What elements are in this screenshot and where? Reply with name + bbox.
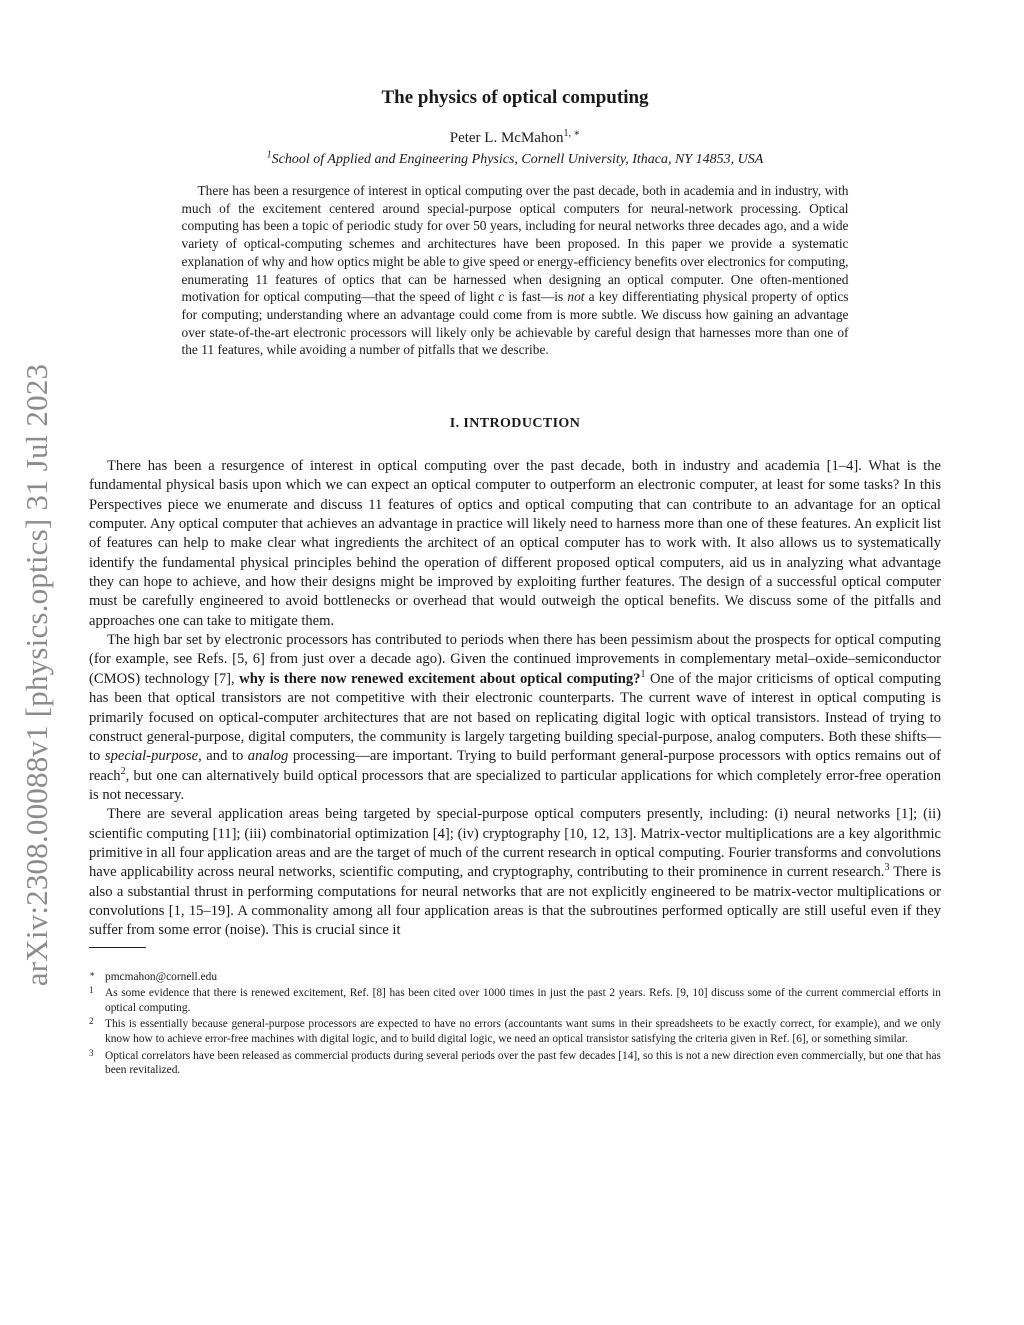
intro-paragraph-2-text-d: processing—are important. Trying to build performant general-purpose processors with optics remains out of reach (89, 748, 941, 784)
author-name: Peter L. McMahon (449, 130, 564, 146)
footnote-ref-3: 3 (884, 862, 890, 874)
intro-paragraph-2-text-e: , but one can alternatively build optical processors that are specialized to particular applications for which completely error-free operation is not necessary. (89, 767, 941, 803)
abstract-emphasis-not: not (567, 289, 585, 305)
intro-paragraph-2 (89, 631, 941, 805)
abstract-text-2: is fast—is (504, 289, 568, 305)
intro-paragraph-2-text-a: The high bar set by electronic processors has contributed to periods when there has been pessimism about the prospects for optical computing (for example, see Refs. [5, 6] from just over a decade ago). Given the continued improvements in complementary metal–oxide–semiconductor (CMOS) technology [7], (89, 632, 941, 687)
abstract-speed-of-light-symbol: c (498, 289, 505, 305)
abstract (182, 182, 849, 359)
author-line (89, 128, 941, 148)
author-affiliation (89, 150, 941, 170)
abstract-text-3: a key differentiating physical property of optics for computing; understanding where an advantage could come from is more subtle. We discuss how gaining an advantage over state-of-the-art electronic processors will likely only be achievable by careful design that harnesses more than one of the 11 features, while avoiding a number of pitfalls that we describe. (181, 289, 849, 358)
footnote-ref-1: 1 (640, 668, 646, 680)
footnote-divider (89, 947, 146, 948)
footnotes (89, 970, 941, 1078)
arxiv-identifier-text: arXiv:2308.00088v1 [physics.optics] 31 Jul 2023 (19, 363, 54, 987)
intro-paragraph-1: There has been a resurgence of interest in optical computing over the past decade, both in industry and academia [1–4]. What is the fundamental physical basis upon which we can expect an optical computer to outperform an electronic computer, at least for some tasks? In this Perspectives piece we enumerate and discuss 11 features of optics and optical computing that can contribute to an advantage for an optical computer. Any optical computer that achieves an advantage in practice will likely need to harness more than one of these features. An explicit list of features can help to make clear what ingredients the architect of an optical computer has to work with. It also allows us to systematically identify the fundamental physical principles behind the operation of different proposed optical computers, aid us in analyzing what advantage they can hope to achieve, and how their designs might be improved by exploiting further features. The design of a successful optical computer must be carefully engineered to avoid bottlenecks or overhead that would outweigh the optical benefits. We discuss some of the pitfalls and approaches one can take to mitigate them. (89, 458, 941, 629)
author-affiliation-marks: 1, ∗ (563, 128, 581, 139)
footnote-email-text: pmcmahon@cornell.edu (105, 970, 218, 983)
intro-paragraph-2-text-c: , and to (198, 748, 248, 765)
abstract-text-1: There has been a resurgence of interest in optical computing over the past decade, both in academia and in industry, with much of the excitement centered around special-purpose optical computers for neural-network processing. Optical computing has been a topic of periodic study for over 50 years, including for neural networks three decades ago, and a wide variety of optical-computing schemes and architectures have been proposed. In this paper we provide a systematic explanation of why and how optics might be able to give speed or energy-efficiency benefits over electronics for computing, enumerating 11 features of optics that can be harnessed when designing an optical computer. One often-mentioned motivation for optical computing—that the speed of light (181, 183, 849, 305)
footnote-ref-2: 2 (120, 765, 126, 777)
section-heading-introduction: I. INTRODUCTION (449, 416, 581, 432)
intro-paragraph-3 (89, 805, 941, 940)
introduction-body (89, 457, 941, 941)
arxiv-identifier-stamp (6, 330, 68, 1020)
paper-title: The physics of optical computing (381, 87, 649, 108)
paper-page (89, 86, 941, 1080)
footnote-2: 2 This is essentially because general-purpose processors are expected to have no errors (accountants want sums in their spreadsheets to be exactly correct, for example), and we only know how to achieve error-free machines with digital logic, and to build digital logic, we need an optical transistor satisfying the criteria given in Ref. [6], or something similar. (89, 1016, 941, 1045)
affiliation-text: School of Applied and Engineering Physics, Cornell University, Ithaca, NY 14853, USA (271, 152, 764, 167)
intro-paragraph-3-text-b: There is also a substantial thrust in performing computations for neural networks that are not explicitly engineered to be matrix-vector multiplications or convolutions [1, 15–19]. A commonality among all four application areas is that the subroutines performed optically are still useful even if they suffer from some error (noise). This is crucial since it (89, 864, 941, 939)
footnote-2-text: This is essentially because general-purpose processors are expected to have no errors (accountants want sums in their spreadsheets to be exactly correct, for example), and we only know how to achieve error-free machines with digital logic, and to build digital logic, we need an optical transistor satisfying the criteria given in Ref. [6], or something similar. (105, 1018, 941, 1045)
intro-paragraph-2-italic-analog: analog (247, 748, 289, 765)
intro-paragraph-2-italic-special-purpose: special-purpose (104, 748, 199, 765)
intro-paragraph-2-text-b: One of the major criticisms of optical computing has been that optical transistors are not competitive with their electronic counterparts. The current wave of interest in optical computing is primarily focused on optical-computer architectures that are not based on replicating digital logic with optical transistors. Instead of trying to construct general-purpose, digital computers, the community is largely targeting building special-purpose, analog computers. Both these shifts—to (89, 670, 942, 765)
footnote-3-text: Optical correlators have been released as commercial products during several periods over the past few decades [14], so this is not a new direction even commercially, but one that has been revitalized. (105, 1049, 941, 1077)
affiliation-mark: 1 (266, 149, 272, 161)
intro-paragraph-3-text-a: There are several application areas being targeted by special-purpose optical computers presently, including: (i) neural networks [1]; (ii) scientific computing [11]; (iii) combinatorial optimization [4]; (iv) cryptography [10, 12, 13]. Matrix-vector multiplications are a key algorithmic primitive in all four application areas and are the target of much of the current research in optical computing. Fourier transforms and convolutions have applicability across neural networks, scientific computing, and cryptography, contributing to their prominence in current research. (89, 806, 941, 881)
intro-paragraph-2-bold-question: why is there now renewed excitement about optical computing? (239, 670, 641, 687)
footnote-1: 1 As some evidence that there is renewed excitement, Ref. [8] has been cited over 1000 times in just the past 2 years. Refs. [9, 10] discuss some of the current commercial efforts in optical computing. (89, 985, 941, 1014)
footnote-3: 3 Optical correlators have been released as commercial products during several periods over the past few decades [14], so this is not a new direction even commercially, but one that has been revitalized. (89, 1047, 941, 1077)
footnote-1-text: As some evidence that there is renewed excitement, Ref. [8] has been cited over 1000 times in just the past 2 years. Refs. [9, 10] discuss some of the current commercial efforts in optical computing. (105, 987, 941, 1014)
footnote-email: ∗ pmcmahon@cornell.edu (89, 968, 218, 983)
